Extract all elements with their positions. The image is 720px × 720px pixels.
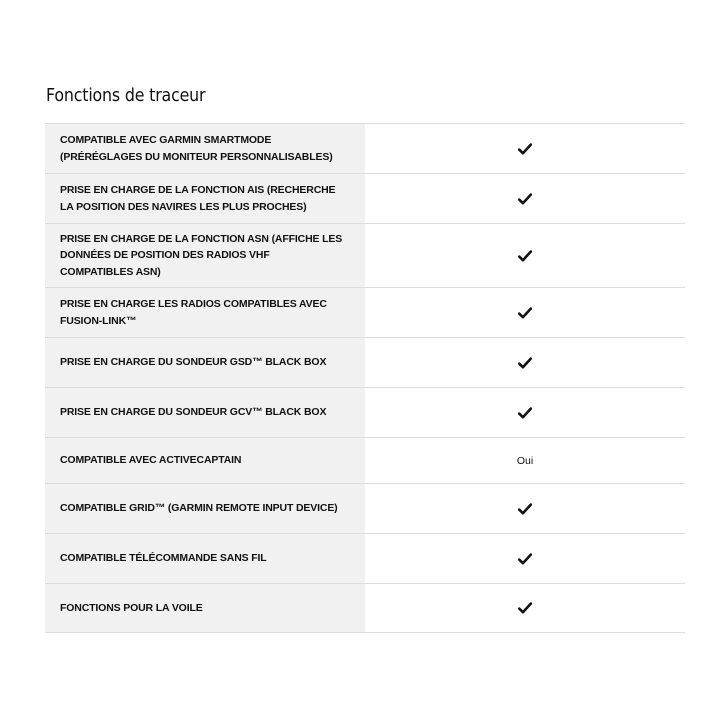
plotter-features-section	[45, 84, 685, 633]
check-icon	[518, 357, 532, 369]
spec-row	[45, 224, 685, 288]
spec-value	[365, 338, 685, 387]
spec-row	[45, 534, 685, 584]
spec-row	[45, 438, 685, 484]
spec-value	[365, 224, 685, 287]
spec-value	[365, 174, 685, 223]
spec-table	[45, 123, 685, 633]
spec-row	[45, 388, 685, 438]
spec-label: PRISE EN CHARGE DU SONDEUR GCV™ BLACK BOX	[45, 388, 365, 437]
section-title: Fonctions de traceur	[46, 85, 206, 106]
spec-label: PRISE EN CHARGE LES RADIOS COMPATIBLES AVEC FUSION-LINK™	[45, 288, 365, 337]
check-icon	[518, 307, 532, 319]
spec-value	[365, 484, 685, 533]
spec-label: FONCTIONS POUR LA VOILE	[45, 584, 365, 632]
check-icon	[518, 407, 532, 419]
check-icon	[518, 250, 532, 262]
spec-value	[365, 124, 685, 173]
spec-value	[365, 288, 685, 337]
check-icon	[518, 143, 532, 155]
spec-value	[365, 534, 685, 583]
spec-label: COMPATIBLE GRID™ (GARMIN REMOTE INPUT DEVICE)	[45, 484, 365, 533]
check-icon	[518, 602, 532, 614]
spec-row	[45, 124, 685, 174]
check-icon	[518, 193, 532, 205]
spec-row	[45, 338, 685, 388]
spec-label: COMPATIBLE TÉLÉCOMMANDE SANS FIL	[45, 534, 365, 583]
spec-row	[45, 288, 685, 338]
spec-row	[45, 484, 685, 534]
spec-label: PRISE EN CHARGE DE LA FONCTION ASN (AFFICHE LES DONNÉES DE POSITION DES RADIOS VHF COMPATIBLES ASN)	[45, 224, 365, 287]
spec-value	[365, 438, 685, 483]
spec-label: PRISE EN CHARGE DU SONDEUR GSD™ BLACK BOX	[45, 338, 365, 387]
check-icon	[518, 553, 532, 565]
spec-label: COMPATIBLE AVEC ACTIVECAPTAIN	[45, 438, 365, 483]
check-icon	[518, 503, 532, 515]
spec-value	[365, 388, 685, 437]
spec-value	[365, 584, 685, 632]
spec-label: PRISE EN CHARGE DE LA FONCTION AIS (RECHERCHE LA POSITION DES NAVIRES LES PLUS PROCHES)	[45, 174, 365, 223]
spec-label: COMPATIBLE AVEC GARMIN SMARTMODE (PRÉRÉGLAGES DU MONITEUR PERSONNALISABLES)	[45, 124, 365, 173]
spec-value-text: Oui	[516, 454, 534, 467]
spec-row	[45, 584, 685, 633]
spec-row	[45, 174, 685, 224]
